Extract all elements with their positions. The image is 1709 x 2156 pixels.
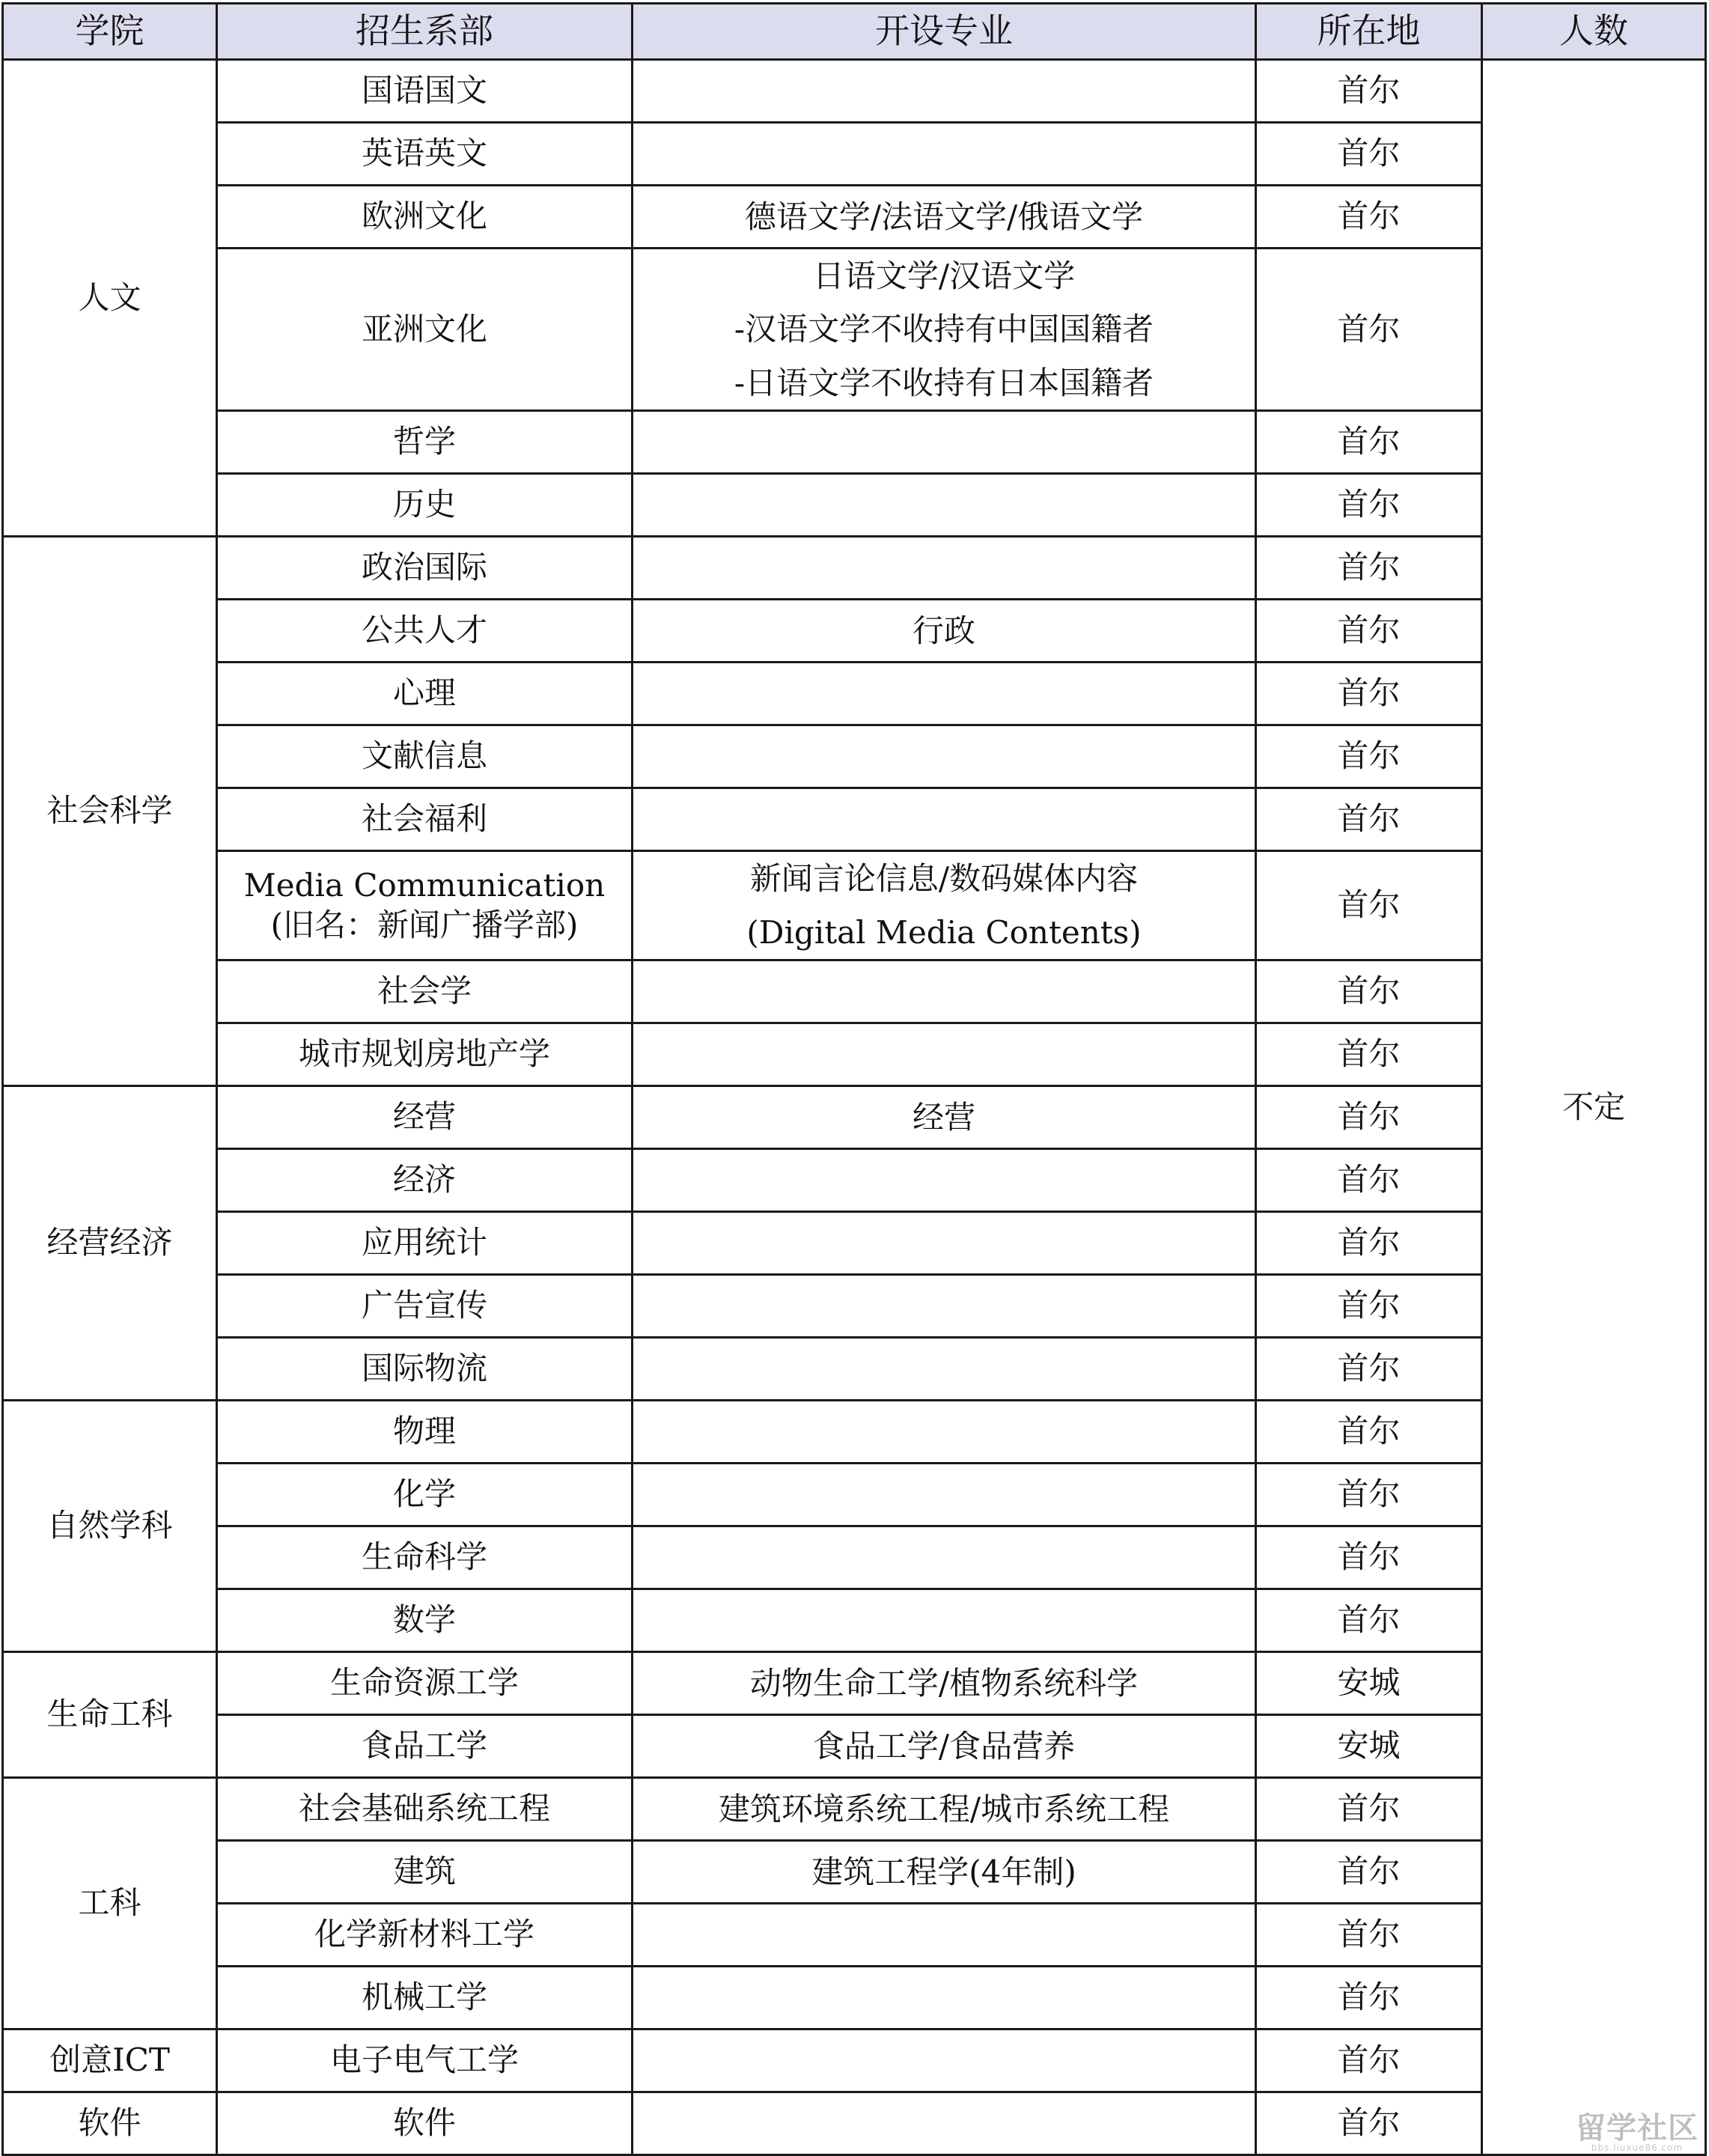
table-row <box>3 123 1706 186</box>
location-cell: 安城 <box>1256 1651 1482 1714</box>
department-line: Media Communication <box>243 867 606 904</box>
major-cell <box>633 2092 1256 2155</box>
header-count: 人数 <box>1482 4 1706 60</box>
location-cell: 首尔 <box>1256 2092 1482 2155</box>
major-cell <box>633 123 1256 186</box>
major-cell: 行政 <box>633 600 1256 663</box>
major-cell <box>633 851 1256 960</box>
major-cell: 德语文学/法语文学/俄语文学 <box>633 186 1256 249</box>
department-cell: 机械工学 <box>217 1966 633 2029</box>
location-cell: 首尔 <box>1256 1526 1482 1589</box>
table-row <box>3 1966 1706 2029</box>
department-cell: 历史 <box>217 474 633 537</box>
table-row <box>3 1463 1706 1526</box>
table-row <box>3 851 1706 960</box>
location-cell: 首尔 <box>1256 1903 1482 1966</box>
major-line: 日语文学/汉语文学 <box>812 258 1076 294</box>
table-row <box>3 725 1706 788</box>
major-cell <box>633 1966 1256 2029</box>
location-cell: 首尔 <box>1256 1589 1482 1651</box>
department-cell: 社会学 <box>217 960 633 1023</box>
department-cell: 生命资源工学 <box>217 1651 633 1714</box>
table-row <box>3 249 1706 411</box>
major-cell <box>633 1211 1256 1274</box>
table-row <box>3 1274 1706 1337</box>
department-cell: 生命科学 <box>217 1526 633 1589</box>
location-cell: 首尔 <box>1256 725 1482 788</box>
table-row <box>3 1211 1706 1274</box>
department-cell: 经营 <box>217 1085 633 1148</box>
department-cell: 软件 <box>217 2092 633 2155</box>
major-line: (Digital Media Contents) <box>746 913 1142 951</box>
department-cell <box>217 851 633 960</box>
major-cell <box>633 788 1256 851</box>
major-cell: 动物生命工学/植物系统科学 <box>633 1651 1256 1714</box>
major-cell <box>633 2029 1256 2092</box>
location-cell: 首尔 <box>1256 60 1482 123</box>
watermark-url: bbs.liuxue86.com <box>1591 2143 1684 2153</box>
department-cell: 亚洲文化 <box>217 249 633 411</box>
major-cell <box>633 1400 1256 1463</box>
table-row <box>3 1085 1706 1148</box>
location-cell: 首尔 <box>1256 186 1482 249</box>
department-cell: 文献信息 <box>217 725 633 788</box>
major-cell <box>633 1463 1256 1526</box>
department-cell: 政治国际 <box>217 537 633 600</box>
major-cell: 经营 <box>633 1085 1256 1148</box>
table-row <box>3 600 1706 663</box>
location-cell: 首尔 <box>1256 1023 1482 1085</box>
table-row <box>3 1337 1706 1400</box>
department-former-name: (旧名：新闻广播学部) <box>270 906 579 943</box>
major-cell <box>633 249 1256 411</box>
count-cell: 不定 <box>1482 60 1706 2155</box>
table-row <box>3 60 1706 123</box>
college-cell: 软件 <box>3 2092 217 2155</box>
major-cell: 建筑环境系统工程/城市系统工程 <box>633 1777 1256 1840</box>
major-line: 新闻言论信息/数码媒体内容 <box>749 860 1139 898</box>
major-cell: 建筑工程学(4年制) <box>633 1840 1256 1903</box>
major-cell <box>633 1526 1256 1589</box>
table-row <box>3 2092 1706 2155</box>
major-cell <box>633 1589 1256 1651</box>
major-cell: 食品工学/食品营养 <box>633 1714 1256 1777</box>
table-row <box>3 960 1706 1023</box>
header-location: 所在地 <box>1256 4 1482 60</box>
header-major: 开设专业 <box>633 4 1256 60</box>
location-cell: 首尔 <box>1256 1148 1482 1211</box>
department-cell: 欧洲文化 <box>217 186 633 249</box>
college-cell: 自然学科 <box>3 1400 217 1651</box>
table-row <box>3 1714 1706 1777</box>
college-cell: 人文 <box>3 60 217 537</box>
location-cell: 首尔 <box>1256 600 1482 663</box>
header-row <box>3 4 1706 60</box>
major-note-line: -日语文学不收持有日本国籍者 <box>734 364 1154 401</box>
table-row <box>3 663 1706 725</box>
college-cell: 工科 <box>3 1777 217 2029</box>
location-cell: 首尔 <box>1256 537 1482 600</box>
major-cell <box>633 411 1256 474</box>
department-cell: 数学 <box>217 1589 633 1651</box>
location-cell: 首尔 <box>1256 1777 1482 1840</box>
header-college: 学院 <box>3 4 217 60</box>
table-row <box>3 2029 1706 2092</box>
department-cell: 英语英文 <box>217 123 633 186</box>
table-row <box>3 1400 1706 1463</box>
table-row <box>3 1589 1706 1651</box>
major-cell <box>633 663 1256 725</box>
college-cell: 创意ICT <box>3 2029 217 2092</box>
location-cell: 首尔 <box>1256 1400 1482 1463</box>
department-cell: 建筑 <box>217 1840 633 1903</box>
watermark <box>1576 2104 1699 2153</box>
department-cell: 化学 <box>217 1463 633 1526</box>
department-cell: 食品工学 <box>217 1714 633 1777</box>
table-row <box>3 1777 1706 1840</box>
location-cell: 首尔 <box>1256 851 1482 960</box>
location-cell: 首尔 <box>1256 411 1482 474</box>
location-cell: 首尔 <box>1256 249 1482 411</box>
department-cell: 心理 <box>217 663 633 725</box>
table-row <box>3 411 1706 474</box>
location-cell: 首尔 <box>1256 960 1482 1023</box>
department-cell: 化学新材料工学 <box>217 1903 633 1966</box>
college-cell: 社会科学 <box>3 537 217 1086</box>
major-cell <box>633 537 1256 600</box>
watermark-text: 留学社区 <box>1576 2111 1699 2146</box>
major-cell <box>633 1148 1256 1211</box>
major-cell <box>633 960 1256 1023</box>
major-cell <box>633 474 1256 537</box>
department-cell: 应用统计 <box>217 1211 633 1274</box>
table-row <box>3 186 1706 249</box>
location-cell: 首尔 <box>1256 123 1482 186</box>
location-cell: 首尔 <box>1256 1085 1482 1148</box>
table-row <box>3 788 1706 851</box>
table-row <box>3 1651 1706 1714</box>
department-cell: 广告宣传 <box>217 1274 633 1337</box>
location-cell: 首尔 <box>1256 1840 1482 1903</box>
department-cell: 物理 <box>217 1400 633 1463</box>
major-note-line: -汉语文学不收持有中国国籍者 <box>734 311 1154 348</box>
department-cell: 国际物流 <box>217 1337 633 1400</box>
location-cell: 首尔 <box>1256 474 1482 537</box>
location-cell: 首尔 <box>1256 663 1482 725</box>
location-cell: 首尔 <box>1256 1211 1482 1274</box>
major-cell <box>633 1337 1256 1400</box>
college-cell: 经营经济 <box>3 1085 217 1400</box>
location-cell: 首尔 <box>1256 2029 1482 2092</box>
location-cell: 首尔 <box>1256 1463 1482 1526</box>
department-cell: 国语国文 <box>217 60 633 123</box>
major-cell <box>633 1023 1256 1085</box>
table-row <box>3 1526 1706 1589</box>
department-cell: 社会福利 <box>217 788 633 851</box>
table-row <box>3 1840 1706 1903</box>
table-row <box>3 537 1706 600</box>
table-row <box>3 1148 1706 1211</box>
header-department: 招生系部 <box>217 4 633 60</box>
department-cell: 社会基础系统工程 <box>217 1777 633 1840</box>
admissions-table <box>1 2 1707 2156</box>
major-cell <box>633 60 1256 123</box>
location-cell: 首尔 <box>1256 1966 1482 2029</box>
table-row <box>3 474 1706 537</box>
location-cell: 首尔 <box>1256 1274 1482 1337</box>
major-cell <box>633 1903 1256 1966</box>
location-cell: 首尔 <box>1256 788 1482 851</box>
location-cell: 首尔 <box>1256 1337 1482 1400</box>
department-cell: 公共人才 <box>217 600 633 663</box>
table-row <box>3 1023 1706 1085</box>
department-cell: 哲学 <box>217 411 633 474</box>
department-cell: 电子电气工学 <box>217 2029 633 2092</box>
location-cell: 安城 <box>1256 1714 1482 1777</box>
college-cell: 生命工科 <box>3 1651 217 1777</box>
major-cell <box>633 725 1256 788</box>
major-cell <box>633 1274 1256 1337</box>
table-row <box>3 1903 1706 1966</box>
department-cell: 城市规划房地产学 <box>217 1023 633 1085</box>
department-cell: 经济 <box>217 1148 633 1211</box>
